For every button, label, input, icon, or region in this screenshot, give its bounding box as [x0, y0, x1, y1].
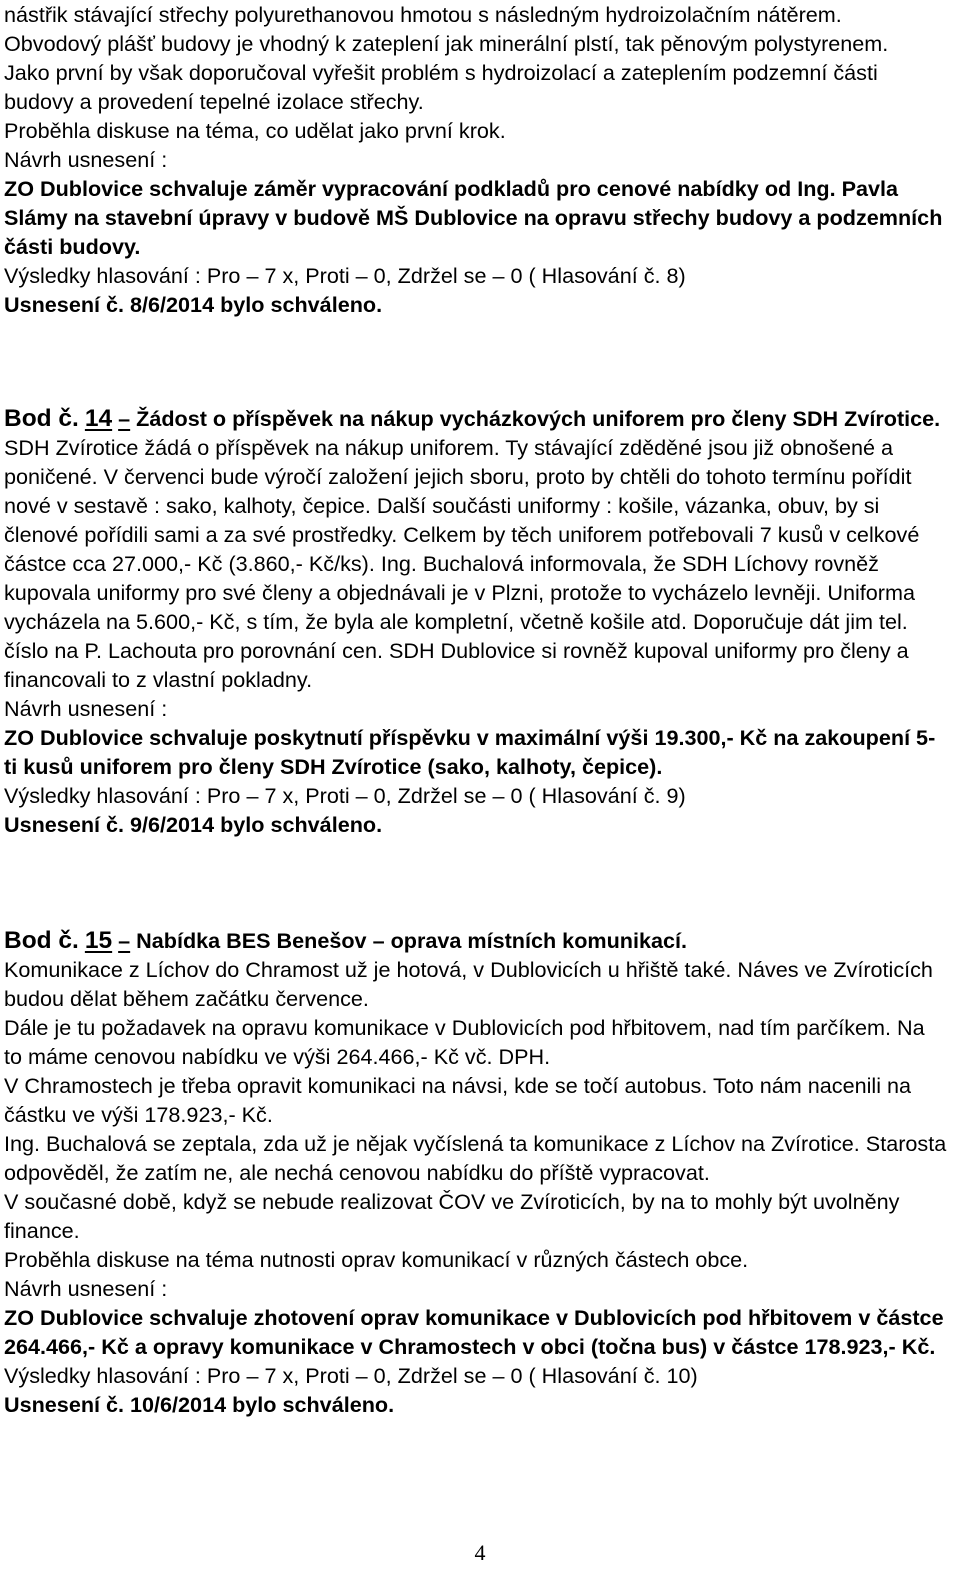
page-number: 4	[474, 1540, 486, 1565]
section-top	[4, 0, 948, 319]
resolution-approved: Usnesení č. 8/6/2014 bylo schváleno.	[4, 292, 383, 317]
bod-dash: –	[118, 406, 131, 431]
paragraph: nástřik stávající střechy polyurethanovou hmotou s následným hydroizolačním nátěrem.	[4, 2, 842, 27]
section-heading	[4, 404, 948, 433]
bod-number: 14	[84, 405, 113, 432]
resolution-approved: Usnesení č. 9/6/2014 bylo schváleno.	[4, 812, 383, 837]
bod-dash: –	[118, 928, 131, 953]
bod-number: 15	[84, 927, 113, 954]
paragraph: Ing. Buchalová se zeptala, zda už je nějak vyčíslená ta komunikace z Líchov na Zvírotice. Starosta odpověděl, že zatím ne, ale nechá cenovou nabídku do příště vypracovat.	[4, 1131, 947, 1185]
resolution-text: ZO Dublovice schvaluje poskytnutí příspěvku v maximální výši 19.300,- Kč na zakoupení 5-ti kusů uniforem pro členy SDH Zvírotice (sako, kalhoty, čepice).	[4, 725, 936, 779]
paragraph: Komunikace z Líchov do Chramost už je hotová, v Dublovicích u hřiště také. Náves ve Zvíroticích budou dělat během začátku července.	[4, 957, 933, 1011]
navrh-usneseni-label: Návrh usnesení :	[4, 147, 168, 172]
resolution-text: ZO Dublovice schvaluje zhotovení oprav komunikace v Dublovicích pod hřbitovem v částce 264.466,- Kč a opravy komunikace v Chramostech v obci (točna bus) v částce 178.923,- Kč.	[4, 1305, 944, 1359]
section-bod-14	[4, 404, 948, 839]
resolution-text: ZO Dublovice schvaluje záměr vypracování podkladů pro cenové nabídky od Ing. Pavla Slámy na stavební úpravy v budově MŠ Dublovice na opravu střechy budovy a podzemních části budovy.	[4, 176, 943, 259]
vote-results: Výsledky hlasování : Pro – 7 x, Proti – 0, Zdržel se – 0 ( Hlasování č. 9)	[4, 783, 686, 808]
bod-label: Bod č.	[4, 927, 79, 954]
paragraph: V Chramostech je třeba opravit komunikaci na návsi, kde se točí autobus. Toto nám nacenili na částku ve výši 178.923,- Kč.	[4, 1073, 912, 1127]
bod-title: Žádost o příspěvek na nákup vycházkových uniforem pro členy SDH Zvírotice.	[136, 406, 941, 431]
vote-results: Výsledky hlasování : Pro – 7 x, Proti – 0, Zdržel se – 0 ( Hlasování č. 10)	[4, 1363, 698, 1388]
bod-title: Nabídka BES Benešov – oprava místních komunikací.	[136, 928, 687, 953]
paragraph: Jako první by však doporučoval vyřešit problém s hydroizolací a zateplením podzemní části budovy a provedení tepelné izolace střechy.	[4, 60, 878, 114]
section-bod-15	[4, 926, 948, 1419]
paragraph: SDH Zvírotice žádá o příspěvek na nákup uniforem. Ty stávající zděděné jsou již obnošené a poničené. V červenci bude výročí založení jejich sboru, proto by chtěli do tohoto termínu pořídit nové v sestavě : sako, kalhoty, čepice. Další součásti uniformy : košile, vázanka, obuv, by si členové pořídili sami a za své prostředky. Celkem by těch uniforem potřebovali 7 kusů v celkové částce cca 27.000,- Kč (3.860,- Kč/ks). Ing. Buchalová informovala, že SDH Líchovy rovněž kupovala uniformy pro své členy a objednávali je v Plzni, protože to vycházelo levněji. Uniforma vycházela na 5.600,- Kč, s tím, že byla ale kompletní, včetně košile atd. Doporučuje dát jim tel. číslo na P. Lachouta pro porovnání cen. SDH Dublovice si rovněž kupoval uniformy pro členy a financovali to z vlastní pokladny.	[4, 435, 920, 692]
paragraph: Dále je tu požadavek na opravu komunikace v Dublovicích pod hřbitovem, nad tím parčíkem. Na to máme cenovou nabídku ve výši 264.466,- Kč vč. DPH.	[4, 1015, 925, 1069]
paragraph: Proběhla diskuse na téma, co udělat jako první krok.	[4, 118, 506, 143]
section-heading	[4, 926, 948, 955]
paragraph: V současné době, když se nebude realizovat ČOV ve Zvíroticích, by na to mohly být uvolněny finance.	[4, 1189, 900, 1243]
paragraph: Proběhla diskuse na téma nutnosti oprav komunikací v různých částech obce.	[4, 1247, 749, 1272]
vote-results: Výsledky hlasování : Pro – 7 x, Proti – 0, Zdržel se – 0 ( Hlasování č. 8)	[4, 263, 686, 288]
resolution-approved: Usnesení č. 10/6/2014 bylo schváleno.	[4, 1392, 395, 1417]
navrh-usneseni-label: Návrh usnesení :	[4, 1276, 168, 1301]
navrh-usneseni-label: Návrh usnesení :	[4, 696, 168, 721]
paragraph: Obvodový plášť budovy je vhodný k zateplení jak minerální plstí, tak pěnovým polystyrenem.	[4, 31, 889, 56]
bod-label: Bod č.	[4, 405, 79, 432]
